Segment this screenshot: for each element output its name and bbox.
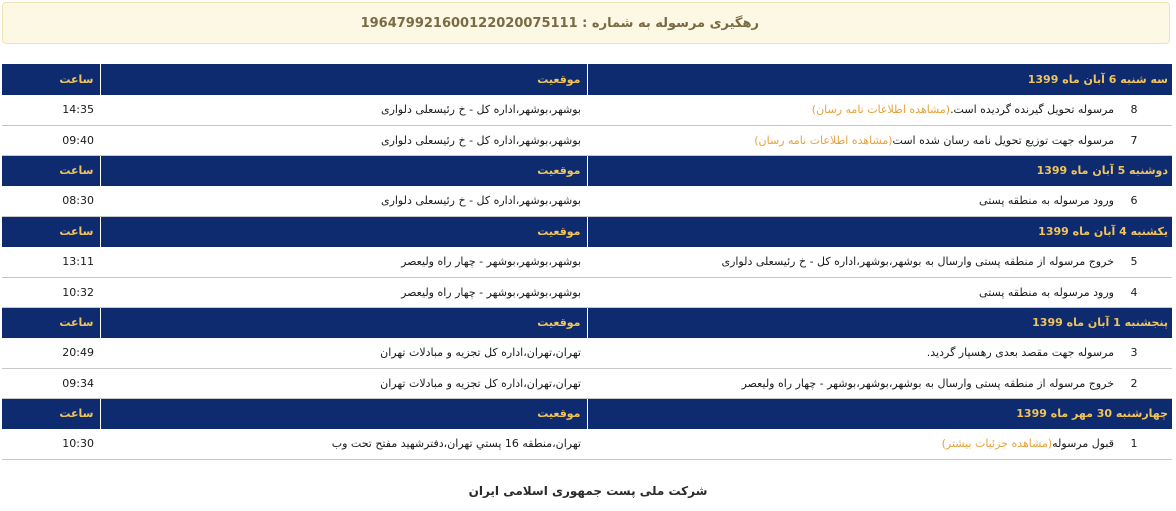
event-row: [2, 429, 1172, 459]
postman-info-link[interactable]: (مشاهده اطلاعات نامه رسان): [754, 133, 893, 147]
day-date: چهارشنبه 30 مهر ماه 1399: [587, 398, 1172, 429]
postman-info-link[interactable]: (مشاهده اطلاعات نامه رسان): [811, 103, 951, 117]
day-date: یکشنبه 4 آبان ماه 1399: [587, 216, 1172, 247]
event-cell: [587, 429, 1172, 459]
event-cell: [587, 277, 1172, 307]
location-column-header: موقعیت: [100, 398, 587, 429]
day-date: دوشنبه 5 آبان ماه 1399: [587, 155, 1172, 186]
event-time: 08:30: [2, 186, 100, 216]
event-location: بوشهر،بوشهر،اداره کل - خ رئیسعلی دلواری: [100, 95, 587, 125]
time-column-header: ساعت: [59, 73, 94, 86]
event-row: [2, 277, 1172, 307]
event-time: 14:35: [2, 95, 100, 125]
event-description: مرسوله جهت توزیع تحویل نامه رسان شده است: [892, 133, 1114, 147]
event-row: [2, 186, 1172, 216]
event-row: [2, 95, 1172, 125]
event-cell: [587, 95, 1172, 125]
time-column-header: ساعت: [59, 316, 94, 330]
event-time: 13:11: [2, 247, 100, 277]
event-description: ورود مرسوله به منطقه پستی: [979, 194, 1114, 208]
event-location: بوشهر،بوشهر،بوشهر - چهار راه ولیعصر: [100, 247, 587, 277]
event-number: 1: [1130, 437, 1138, 451]
event-row: [2, 338, 1172, 368]
event-time: 09:34: [2, 368, 100, 398]
event-location: بوشهر،بوشهر،اداره کل - خ رئیسعلی دلواری: [100, 186, 587, 216]
tracking-title: رهگیری مرسوله به شماره : 196479921600122020075111: [360, 15, 759, 31]
event-location: بوشهر،بوشهر،اداره کل - خ رئیسعلی دلواری: [100, 125, 587, 155]
event-location: بوشهر،بوشهر،بوشهر - چهار راه ولیعصر: [100, 277, 587, 307]
event-cell: [587, 125, 1172, 155]
event-cell: [587, 368, 1172, 398]
footer-company-name: شرکت ملی پست جمهوری اسلامی ایران: [468, 484, 708, 498]
day-header-row: [2, 64, 1172, 95]
day-date: سه شنبه 6 آبان ماه 1399: [587, 64, 1172, 95]
event-number: 7: [1130, 133, 1138, 147]
event-row: [2, 247, 1172, 277]
event-time: 20:49: [2, 338, 100, 368]
event-description: ورود مرسوله به منطقه پستی: [979, 285, 1114, 299]
event-description: مرسوله تحویل گیرنده گردیده است.: [950, 103, 1114, 117]
event-number: 2: [1130, 376, 1138, 390]
event-number: 3: [1130, 346, 1138, 360]
day-header-row: [2, 307, 1172, 338]
event-location: تهران،منطقه 16 پستي تهران،دفترشهيد مفتح تحت وب: [100, 429, 587, 459]
event-number: 8: [1130, 103, 1138, 117]
tracking-header: [2, 2, 1170, 44]
event-description: خروج مرسوله از منطقه پستی وارسال به بوشهر،بوشهر،اداره کل - خ رئیسعلی دلواری: [721, 255, 1114, 269]
event-location: تهران،تهران،اداره کل تجزیه و مبادلات تهران: [100, 368, 587, 398]
event-number: 6: [1130, 194, 1138, 208]
time-column-header: ساعت: [59, 225, 94, 239]
event-row: [2, 125, 1172, 155]
event-number: 5: [1130, 255, 1138, 269]
location-column-header: موقعیت: [100, 216, 587, 247]
event-description: خروج مرسوله از منطقه پستی وارسال به بوشهر،بوشهر،بوشهر - چهار راه ولیعصر: [741, 376, 1114, 390]
event-time: 09:40: [2, 125, 100, 155]
location-column-header: موقعیت: [100, 307, 587, 338]
event-time: 10:32: [2, 277, 100, 307]
location-column-header: موقعیت: [100, 64, 587, 95]
time-column-header: ساعت: [59, 407, 94, 421]
event-description: قبول مرسوله: [1052, 437, 1114, 451]
event-number: 4: [1130, 285, 1138, 299]
event-location: تهران،تهران،اداره کل تجزیه و مبادلات تهران: [100, 338, 587, 368]
event-description: مرسوله جهت مقصد بعدی رهسپار گردید.: [926, 346, 1114, 360]
event-time: 10:30: [2, 429, 100, 459]
day-header-row: [2, 398, 1172, 429]
day-header-row: [2, 216, 1172, 247]
event-cell: [587, 338, 1172, 368]
event-row: [2, 368, 1172, 398]
more-details-link[interactable]: (مشاهده جزئیات بیشتر): [941, 437, 1053, 451]
event-cell: [587, 247, 1172, 277]
tracking-table: [2, 64, 1172, 460]
day-header-row: [2, 155, 1172, 186]
time-column-header: ساعت: [59, 164, 94, 178]
day-date: پنجشنبه 1 آبان ماه 1399: [587, 307, 1172, 338]
location-column-header: موقعیت: [100, 155, 587, 186]
event-cell: [587, 186, 1172, 216]
